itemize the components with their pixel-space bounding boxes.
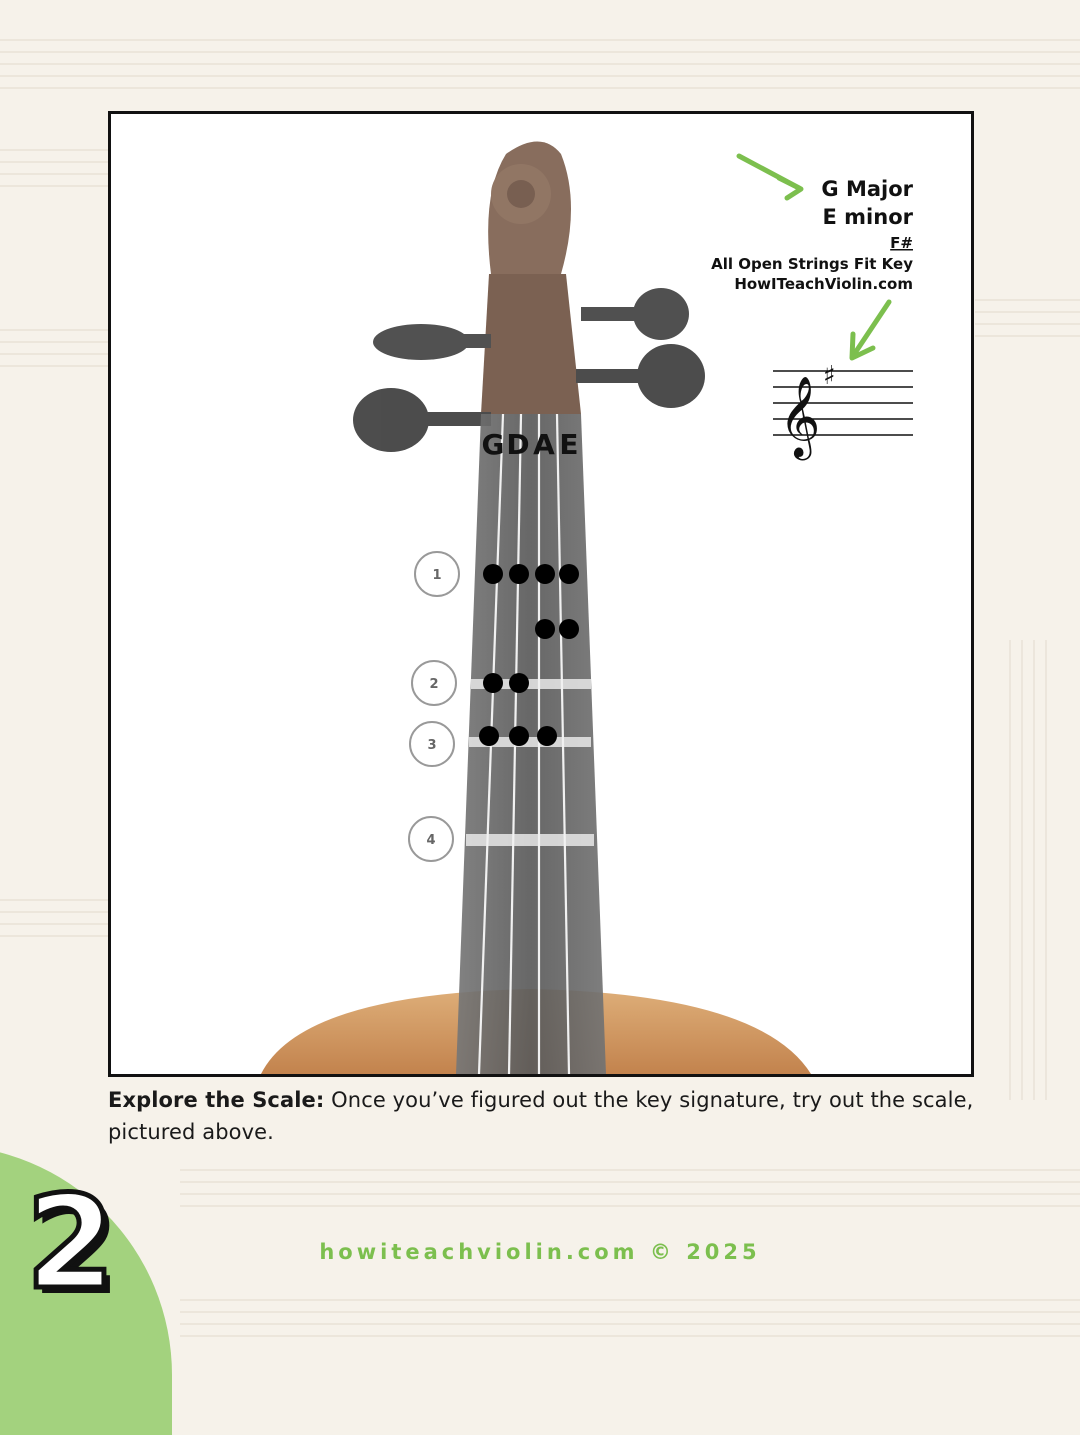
finger-marker-4	[409, 817, 453, 861]
finger-marker-3	[410, 722, 454, 766]
website-label: HowITeachViolin.com	[734, 275, 913, 293]
key-relative: E minor	[822, 205, 913, 229]
violin-fingering-diagram	[108, 111, 974, 1077]
scale-caption	[108, 1084, 974, 1148]
finger-number-markers	[409, 552, 459, 861]
svg-text:4: 4	[426, 833, 436, 848]
arrow-icon	[852, 302, 889, 358]
sharp-icon: ♯	[823, 361, 836, 391]
treble-clef-icon: 𝄞	[779, 375, 821, 457]
svg-text:2: 2	[429, 677, 439, 692]
caption-body: Once you’ve figured out the key signature, try out the scale, pictured above.	[108, 1088, 974, 1144]
finger-marker-1	[415, 552, 459, 596]
caption-heading: Explore the Scale:	[108, 1088, 325, 1112]
key-signature-staff	[773, 361, 913, 460]
string-label-d: D	[506, 428, 530, 461]
key-sharps: F#	[890, 234, 913, 252]
finger-marker-2	[412, 661, 456, 705]
svg-text:1: 1	[432, 568, 442, 583]
string-label-e: E	[559, 428, 579, 461]
open-strings-note: All Open Strings Fit Key	[711, 255, 913, 273]
arrow-icon	[739, 156, 801, 198]
key-info	[711, 177, 913, 293]
violin-scroll	[353, 142, 705, 453]
svg-text:3: 3	[427, 738, 437, 753]
string-label-g: G	[481, 428, 505, 461]
page-number: 2	[26, 1169, 116, 1318]
string-label-a: A	[533, 428, 555, 461]
key-title: G Major	[821, 177, 913, 201]
footer-copyright: howiteachviolin.com © 2025	[319, 1240, 761, 1264]
